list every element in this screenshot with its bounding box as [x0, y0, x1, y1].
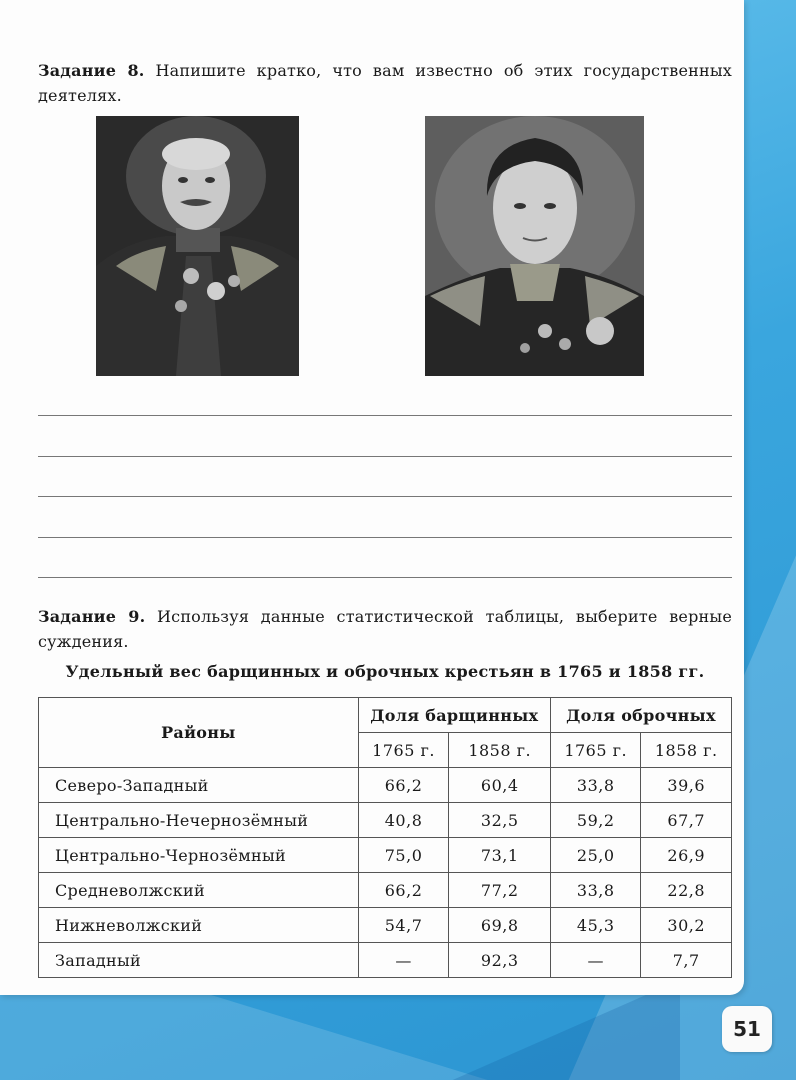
table-row	[39, 838, 732, 873]
portrait-general-2-icon	[425, 116, 644, 376]
answer-line[interactable]	[38, 577, 732, 578]
value-cell: 30,2	[641, 908, 732, 943]
task-8-label: Задание 8.	[38, 61, 145, 80]
header-barshchina: Доля барщинных	[358, 698, 550, 733]
task-8-text: Напишите кратко, что вам известно об этих государственных деятелях.	[38, 61, 733, 105]
value-cell: 60,4	[449, 768, 551, 803]
value-cell: 54,7	[358, 908, 449, 943]
region-cell: Нижневолжский	[39, 908, 359, 943]
value-cell: 39,6	[641, 768, 732, 803]
value-cell: 77,2	[449, 873, 551, 908]
portrait-general-1-icon	[96, 116, 299, 376]
value-cell: 25,0	[550, 838, 641, 873]
value-cell: 7,7	[641, 943, 732, 978]
value-cell: 69,8	[449, 908, 551, 943]
header-obrok: Доля оброчных	[550, 698, 731, 733]
region-cell: Западный	[39, 943, 359, 978]
value-cell: 45,3	[550, 908, 641, 943]
value-cell: 92,3	[449, 943, 551, 978]
table-row	[39, 803, 732, 838]
statistics-table	[38, 697, 732, 978]
answer-line[interactable]	[38, 496, 732, 497]
task-9-text: Используя данные статистической таблицы, выберите верные суждения.	[38, 607, 732, 651]
region-cell: Северо-Западный	[39, 768, 359, 803]
table-row	[39, 908, 732, 943]
table-row	[39, 943, 732, 978]
background-facet	[430, 980, 680, 1080]
header-year: 1858 г.	[449, 733, 551, 768]
region-cell: Центрально-Чернозёмный	[39, 838, 359, 873]
region-cell: Средневолжский	[39, 873, 359, 908]
table-row	[39, 873, 732, 908]
header-region: Районы	[39, 698, 359, 768]
task-9-label: Задание 9.	[38, 607, 146, 626]
header-year: 1765 г.	[358, 733, 449, 768]
value-cell: 40,8	[358, 803, 449, 838]
table-row	[39, 768, 732, 803]
value-cell: 59,2	[550, 803, 641, 838]
value-cell: 26,9	[641, 838, 732, 873]
value-cell: 73,1	[449, 838, 551, 873]
answer-line[interactable]	[38, 415, 732, 416]
value-cell: —	[550, 943, 641, 978]
answer-line[interactable]	[38, 456, 732, 457]
value-cell: 66,2	[358, 873, 449, 908]
task-8	[38, 58, 732, 108]
answer-line[interactable]	[38, 537, 732, 538]
value-cell: 67,7	[641, 803, 732, 838]
value-cell: 33,8	[550, 768, 641, 803]
value-cell: 66,2	[358, 768, 449, 803]
value-cell: 22,8	[641, 873, 732, 908]
table-title: Удельный вес барщинных и оброчных крестьян в 1765 и 1858 гг.	[65, 662, 705, 681]
header-year: 1858 г.	[641, 733, 732, 768]
task-9	[38, 604, 732, 654]
value-cell: 32,5	[449, 803, 551, 838]
page-number: 51	[722, 1006, 772, 1052]
value-cell: 75,0	[358, 838, 449, 873]
value-cell: —	[358, 943, 449, 978]
region-cell: Центрально-Нечернозёмный	[39, 803, 359, 838]
header-year: 1765 г.	[550, 733, 641, 768]
value-cell: 33,8	[550, 873, 641, 908]
